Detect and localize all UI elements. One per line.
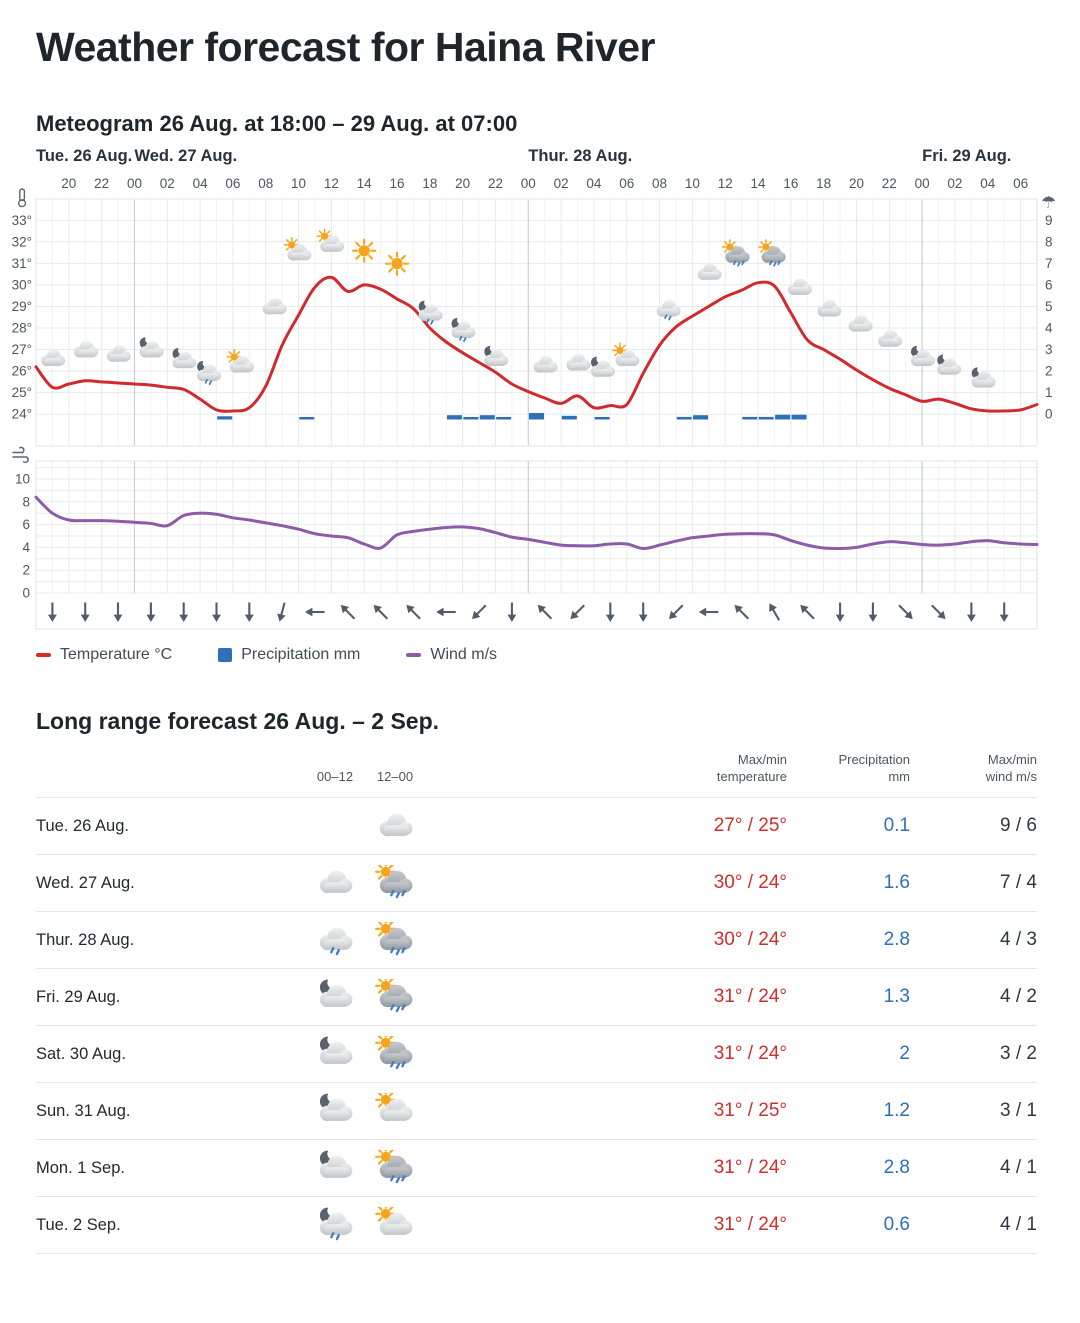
table-row[interactable] xyxy=(36,1082,1037,1139)
forecast-icon-cell xyxy=(305,1150,365,1187)
hour-tick-label: 06 xyxy=(1013,176,1029,191)
wind-direction-arrow xyxy=(338,602,358,622)
weather-icon-night-rain xyxy=(451,318,475,341)
weather-icon-cloudy xyxy=(788,279,812,296)
wind-direction-arrow xyxy=(508,603,517,623)
hour-tick-label: 14 xyxy=(356,176,372,191)
hour-tick-label: 02 xyxy=(553,176,569,191)
weather-icon-night-rain xyxy=(320,1207,353,1238)
wind-direction-arrow xyxy=(699,608,719,617)
weather-icon-cloudy xyxy=(849,315,873,332)
hour-tick-label: 22 xyxy=(94,176,110,191)
forecast-icon-cell xyxy=(365,1036,425,1073)
weather-icon-fair-night xyxy=(320,1036,353,1064)
temp-axis-label: 32° xyxy=(11,234,32,250)
forecast-icon-cell xyxy=(365,1150,425,1187)
legend-label: Temperature °C xyxy=(60,646,173,663)
forecast-icon-cell xyxy=(305,865,365,902)
wind-axis-label: 2 xyxy=(22,562,30,578)
precipitation-bar xyxy=(693,415,708,419)
hour-tick-label: 20 xyxy=(455,176,471,191)
weather-icon-partly-sunny xyxy=(376,1093,412,1121)
day-label: Wed. 27 Aug. xyxy=(36,873,135,892)
precipitation-value: 2.8 xyxy=(883,1157,910,1178)
forecast-icon-cell xyxy=(305,1093,365,1130)
temp-axis-label: 29° xyxy=(11,298,32,314)
forecast-icon-cell xyxy=(365,1093,425,1130)
weather-icon-fair-night xyxy=(140,337,164,357)
day-label: Sun. 31 Aug. xyxy=(36,1101,131,1120)
forecast-icon-cell xyxy=(305,922,365,959)
wind-direction-arrow xyxy=(929,602,949,622)
wind-line-swatch xyxy=(406,653,421,657)
day-label: Thur. 28 Aug. xyxy=(528,147,633,165)
hour-tick-label: 14 xyxy=(750,176,766,191)
temp-axis-label: 31° xyxy=(11,255,32,271)
wind-axis-label: 8 xyxy=(22,494,30,510)
max-min-temperature: 31° / 24° xyxy=(713,1214,787,1235)
wind-direction-arrow xyxy=(403,602,423,622)
hour-tick-label: 04 xyxy=(980,176,996,191)
wind-direction-arrow xyxy=(967,603,976,623)
precipitation-bar xyxy=(677,417,692,420)
max-min-temperature: 31° / 24° xyxy=(713,986,787,1007)
legend-item-temperature xyxy=(36,646,172,664)
hour-tick-label: 18 xyxy=(816,176,832,191)
wind-direction-arrow xyxy=(436,608,456,617)
weather-icon-cloudy xyxy=(817,300,841,317)
max-min-wind: 3 / 1 xyxy=(1000,1100,1037,1121)
max-min-wind: 3 / 2 xyxy=(1000,1043,1037,1064)
max-min-temperature: 30° / 24° xyxy=(713,872,787,893)
weather-icon-cloud-rain xyxy=(657,300,681,319)
temp-axis-label: 28° xyxy=(11,320,32,336)
wind-direction-arrow xyxy=(731,602,751,622)
weather-icon-cloud-rain xyxy=(320,927,353,953)
weather-icon-sun-rain xyxy=(759,240,786,266)
precipitation-bar xyxy=(299,417,314,420)
wind-direction-arrow xyxy=(666,602,686,622)
temp-axis-label: 27° xyxy=(11,342,32,358)
weather-icon-fair-night xyxy=(972,367,996,387)
precipitation-bar xyxy=(792,415,807,420)
wind-direction-arrow xyxy=(245,603,254,623)
wind-axis-label: 10 xyxy=(14,471,30,487)
col-header-precipitation: Precipitation mm xyxy=(838,752,910,784)
thermometer-icon xyxy=(19,189,26,207)
hour-tick-label: 10 xyxy=(684,176,700,191)
legend-label: Wind m/s xyxy=(430,646,498,663)
col-header-wind: Max/min wind m/s xyxy=(985,752,1037,784)
longrange-rows xyxy=(36,797,1037,1254)
wind-axis-label: 4 xyxy=(22,539,30,555)
weather-icon-night-rain xyxy=(419,301,443,324)
col-header-00-12: 00–12 xyxy=(316,769,354,784)
max-min-wind: 7 / 4 xyxy=(1000,872,1037,893)
hour-tick-label: 16 xyxy=(389,176,405,191)
precip-axis-label: 4 xyxy=(1045,320,1053,336)
precip-axis-label: 0 xyxy=(1045,406,1053,422)
wind-direction-arrow xyxy=(81,603,90,623)
precipitation-bar xyxy=(595,417,610,420)
wind-axis-label: 0 xyxy=(22,585,30,601)
temp-axis-label: 25° xyxy=(11,385,32,401)
precipitation-value: 2 xyxy=(899,1043,910,1064)
hour-tick-label: 12 xyxy=(323,176,339,191)
wind-direction-arrow xyxy=(370,602,390,622)
temp-axis-label: 33° xyxy=(11,212,32,228)
meteogram-heading: Meteogram 26 Aug. at 18:00 – 29 Aug. at 07:00 xyxy=(36,111,518,136)
precipitation-bar xyxy=(463,417,478,420)
hour-tick-label: 12 xyxy=(717,176,733,191)
hour-tick-label: 22 xyxy=(881,176,897,191)
hour-tick-label: 20 xyxy=(61,176,77,191)
precipitation-value: 1.2 xyxy=(883,1100,910,1121)
legend-label: Precipitation mm xyxy=(241,646,361,663)
temp-axis-label: 30° xyxy=(11,277,32,293)
weather-icon-partly-sunny xyxy=(376,1207,412,1235)
weather-icon-fair-night xyxy=(320,1093,353,1121)
chart-legend xyxy=(36,646,1080,664)
weather-icon-partly-sunny xyxy=(227,350,254,373)
weather-icon-cloudy xyxy=(41,350,65,367)
weather-icon-fair-night xyxy=(937,354,961,374)
hour-tick-label: 00 xyxy=(126,176,142,191)
precipitation-bar xyxy=(775,415,790,420)
precipitation-value: 0.1 xyxy=(883,815,910,836)
wind-direction-arrow xyxy=(48,603,57,623)
precip-axis-label: 9 xyxy=(1045,212,1053,228)
precipitation-value: 1.3 xyxy=(883,986,910,1007)
weather-icon-sun-rain xyxy=(376,865,412,897)
weather-icon-partly-sunny xyxy=(613,343,640,366)
weather-icon-cloudy xyxy=(698,263,722,280)
precipitation-value: 1.6 xyxy=(883,872,910,893)
weather-icon-cloudy xyxy=(566,354,590,371)
wind-direction-arrow xyxy=(179,603,188,623)
wind-direction-arrow xyxy=(836,603,845,623)
day-label: Fri. 29 Aug. xyxy=(36,987,121,1006)
wind-direction-arrow xyxy=(766,601,783,622)
forecast-icon-cell xyxy=(305,979,365,1016)
weather-icon-sun-rain xyxy=(376,1036,412,1068)
max-min-wind: 4 / 2 xyxy=(1000,986,1037,1007)
hour-tick-label: 04 xyxy=(586,176,602,191)
precip-axis-label: 6 xyxy=(1045,277,1053,293)
precipitation-bar xyxy=(217,416,232,419)
max-min-wind: 4 / 1 xyxy=(1000,1214,1037,1235)
forecast-icon-cell xyxy=(365,979,425,1016)
wind-direction-arrow xyxy=(305,608,325,617)
wind-direction-arrow xyxy=(606,603,615,623)
day-label: Tue. 2 Sep. xyxy=(36,1215,121,1234)
hour-tick-label: 02 xyxy=(159,176,175,191)
legend-item-precipitation xyxy=(218,646,360,664)
weather-icon-sunny xyxy=(353,240,375,262)
temp-axis-label: 26° xyxy=(11,363,32,379)
weather-icon-partly-sunny xyxy=(317,229,344,252)
col-header-12-00: 12–00 xyxy=(376,769,414,784)
precipitation-value: 0.6 xyxy=(883,1214,910,1235)
hour-tick-label: 00 xyxy=(520,176,536,191)
max-min-wind: 4 / 1 xyxy=(1000,1157,1037,1178)
precipitation-bar xyxy=(496,417,511,420)
wind-direction-arrow xyxy=(212,603,221,623)
weather-icon-cloudy xyxy=(107,345,131,362)
wind-axis-label: 6 xyxy=(22,517,30,533)
precip-axis-label: 8 xyxy=(1045,234,1053,250)
max-min-temperature: 27° / 25° xyxy=(713,815,787,836)
day-label: Wed. 27 Aug. xyxy=(134,147,238,165)
weather-icon-cloudy xyxy=(263,298,287,315)
max-min-wind: 4 / 3 xyxy=(1000,929,1037,950)
weather-icon-fair-night xyxy=(320,1150,353,1178)
wind-arrows xyxy=(48,601,1009,623)
table-row[interactable] xyxy=(36,1025,1037,1082)
weather-icon-sun-rain xyxy=(376,1150,412,1182)
weather-icon-sun-rain xyxy=(376,979,412,1011)
weather-icon-cloudy xyxy=(533,356,557,373)
weather-icon-night-rain xyxy=(197,361,221,384)
day-label: Thur. 28 Aug. xyxy=(36,930,135,949)
legend-item-wind xyxy=(406,646,497,664)
precipitation-value: 2.8 xyxy=(883,929,910,950)
day-label: Fri. 29 Aug. xyxy=(922,147,1012,165)
precip-axis-label: 2 xyxy=(1045,363,1053,379)
precip-axis-label: 1 xyxy=(1045,385,1053,401)
umbrella-icon: ☂ xyxy=(1041,193,1057,212)
weather-icon-cloudy xyxy=(320,870,353,892)
forecast-icon-cell xyxy=(305,1207,365,1244)
wind-direction-arrow xyxy=(797,602,817,622)
wind-direction-arrow xyxy=(896,602,916,622)
hour-tick-label: 20 xyxy=(848,176,865,191)
wind-direction-arrow xyxy=(469,602,489,622)
precipitation-bar xyxy=(562,416,577,420)
precipitation-bar xyxy=(529,413,544,419)
wind-curve xyxy=(36,497,1037,548)
precip-axis-label: 7 xyxy=(1045,255,1053,271)
weather-icon-fair-night xyxy=(484,346,508,366)
max-min-temperature: 31° / 25° xyxy=(713,1100,787,1121)
longrange-table-header xyxy=(36,735,1037,797)
forecast-icon-cell xyxy=(365,1207,425,1244)
max-min-temperature: 31° / 24° xyxy=(713,1043,787,1064)
precipitation-square-swatch xyxy=(218,648,232,662)
max-min-temperature: 31° / 24° xyxy=(713,1157,787,1178)
hour-tick-label: 02 xyxy=(947,176,963,191)
wind-direction-arrow xyxy=(275,602,289,623)
max-min-temperature: 30° / 24° xyxy=(713,929,787,950)
weather-icon-sun-rain xyxy=(723,240,750,266)
meteogram-chart xyxy=(0,141,1080,638)
precipitation-bar xyxy=(447,415,462,419)
hour-tick-label: 10 xyxy=(291,176,307,191)
weather-icon-cloudy xyxy=(380,813,413,835)
hour-tick-label: 08 xyxy=(652,176,668,191)
weather-icon-fair-night xyxy=(320,979,353,1007)
weather-icon-sun-rain xyxy=(376,922,412,954)
wind-direction-arrow xyxy=(535,602,555,622)
hour-tick-label: 22 xyxy=(487,176,503,191)
precip-axis-label: 5 xyxy=(1045,298,1053,314)
longrange-heading: Long range forecast 26 Aug. – 2 Sep. xyxy=(36,708,440,734)
table-row[interactable] xyxy=(36,968,1037,1025)
axis-labels xyxy=(12,147,1053,601)
weather-icon-cloudy xyxy=(74,341,98,358)
hour-tick-label: 06 xyxy=(619,176,635,191)
hour-tick-label: 16 xyxy=(783,176,799,191)
hour-tick-label: 04 xyxy=(192,176,208,191)
wind-direction-arrow xyxy=(1000,603,1009,623)
table-row[interactable] xyxy=(36,1196,1037,1253)
table-row[interactable] xyxy=(36,1139,1037,1196)
day-label: Tue. 26 Aug. xyxy=(36,147,133,165)
col-header-temperature: Max/min temperature xyxy=(716,752,787,784)
table-row[interactable] xyxy=(36,797,1037,854)
max-min-wind: 9 / 6 xyxy=(1000,815,1037,836)
wind-direction-arrow xyxy=(869,603,878,623)
table-row[interactable] xyxy=(36,854,1037,911)
precipitation-bar xyxy=(759,417,774,420)
precip-axis-label: 3 xyxy=(1045,342,1053,358)
wind-icon xyxy=(13,447,28,462)
weather-icon-partly-sunny xyxy=(285,238,312,261)
wind-direction-arrow xyxy=(114,603,123,623)
hour-tick-label: 18 xyxy=(422,176,438,191)
longrange-table xyxy=(0,735,1080,1254)
day-label: Sat. 30 Aug. xyxy=(36,1044,126,1063)
weather-icon-cloudy xyxy=(878,330,902,347)
hour-tick-label: 00 xyxy=(914,176,930,191)
forecast-icon-cell xyxy=(365,808,425,845)
precipitation-bar xyxy=(742,417,757,420)
weather-icon-fair-night xyxy=(911,346,935,366)
forecast-icon-cell xyxy=(365,865,425,902)
wind-direction-arrow xyxy=(567,602,587,622)
weather-icon-sunny xyxy=(386,253,408,275)
weather-icon-fair-night xyxy=(591,357,615,377)
temp-axis-label: 24° xyxy=(11,406,32,422)
forecast-icon-cell xyxy=(365,922,425,959)
table-row[interactable] xyxy=(36,911,1037,968)
wind-direction-arrow xyxy=(147,603,156,623)
weather-icon-fair-night xyxy=(172,348,196,368)
wind-direction-arrow xyxy=(639,603,648,623)
day-label: Mon. 1 Sep. xyxy=(36,1158,125,1177)
hour-tick-label: 06 xyxy=(225,176,241,191)
page-title: Weather forecast for Haina River xyxy=(36,24,655,70)
temperature-line-swatch xyxy=(36,653,51,657)
weather-icons xyxy=(41,229,996,388)
day-label: Tue. 26 Aug. xyxy=(36,816,129,835)
precipitation-bar xyxy=(480,415,495,419)
hour-tick-label: 08 xyxy=(258,176,274,191)
forecast-icon-cell xyxy=(305,1036,365,1073)
